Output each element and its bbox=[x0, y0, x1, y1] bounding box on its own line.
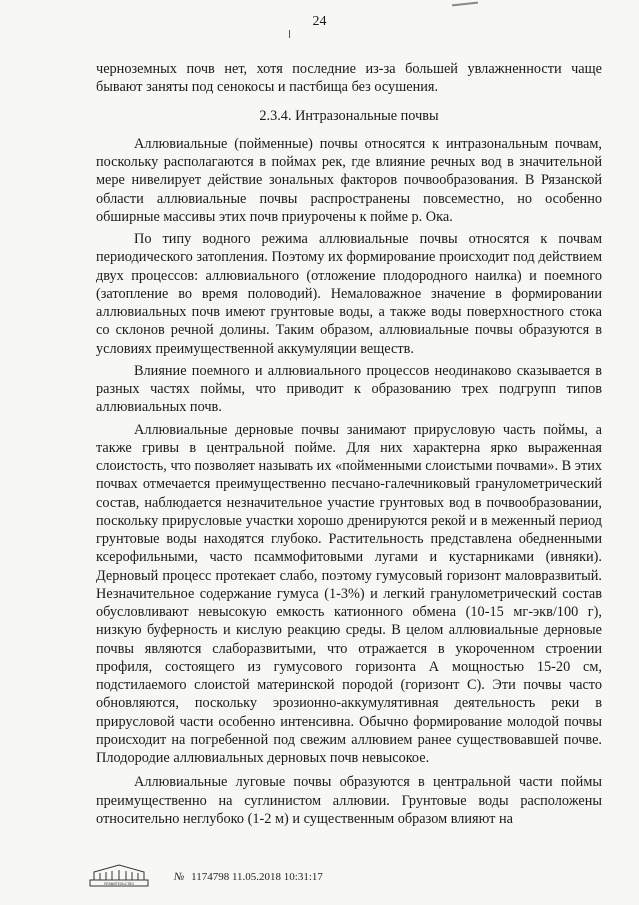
body-paragraph: Аллювиальные луговые почвы образуются в центральной части поймы преимущественно на суглинистом аллювии. Грунтовые воды расположены относительно неглубоко (1-2 м) и существенным образом влияют на bbox=[96, 774, 602, 827]
document-footer bbox=[88, 862, 388, 890]
body-paragraph: Аллювиальные (пойменные) почвы относятся к интразональным почвам, поскольку располагаются в поймах рек, где влияние речных вод в значительной мере нивелирует действие зональных факторов почвообразования. В Рязанской области аллювиальные почвы распространены повсеместно, но особенно обширные массивы этих почв приурочены к пойме р. Ока. bbox=[96, 135, 602, 225]
building-seal-icon bbox=[88, 862, 150, 888]
scan-artifact bbox=[289, 30, 290, 38]
svg-text:ПРАВИТЕЛЬСТВО: ПРАВИТЕЛЬСТВО bbox=[103, 882, 135, 886]
section-title: 2.3.4. Интразональные почвы bbox=[259, 107, 439, 124]
body-paragraph: Влияние поемного и аллювиального процессов неодинаково сказывается в разных частях поймы, что приводит к образованию трех подгрупп типов аллювиальных почв. bbox=[96, 362, 602, 416]
number-mark: № bbox=[174, 871, 185, 883]
registration-number-date: 1174798 11.05.2018 10:31:17 bbox=[191, 871, 323, 883]
body-paragraph: Аллювиальные дерновые почвы занимают прирусловую часть поймы, а также гривы в центральной пойме. Для них характерна ярко выраженная слоистость, что позволяет называть их «пойменными слоистыми почвами». В этих почвах отмечается преимущественно песчано-галечниковый гранулометрический состав, наблюдается незначительное участие грунтовых вод в почвообразовании, поскольку прирусловые участки хорошо дренируются рекой и в меженный период грунтовые воды находятся глубоко. Растительность представлена обедненными ксерофильными, часто псаммофитовыми лугами и кустарниками (ивняки). Дерновый процесс протекает слабо, поэтому гумусовый горизонт маловразвитый. Незначительное содержание гумуса (1-3%) и легкий гранулометрический состав обусловливают невысокую емкость катионного обмена (10-15 мг-экв/100 г), низкую буферность и кислую реакцию среды. В целом аллювиальные дерновые почвы являются слаборазвитыми, что отражается в укороченном строении профиля, состоящего из гумусового горизонта А мощностью 15-20 см, подстилаемого слоистой материнской породой (горизонт С). Эти почвы часто обновляются, поскольку эрозионно-аккумулятивная деятельность реки в прирусловой части особенно интенсивна. Обычно формирование молодой почвы происходит на погребенной под свежим аллювием ранее существовавшей почве. Плодородие аллювиальных дерновых почв невысокое. bbox=[96, 421, 602, 766]
document-body bbox=[96, 60, 602, 828]
body-paragraph: По типу водного режима аллювиальные почвы относятся к почвам периодического затопления. Поэтому их формирование происходит под действием двух процессов: аллювиального (отложение плодородного наилка) и поемного (затопление во время половодий). Немаловажное значение в формировании аллювиальных почв имеют грунтовые воды, а также воды поверхностного стока со склонов речной долины. Таким образом, аллювиальные почвы образуются в условиях преимущественной аккумуляции веществ. bbox=[96, 231, 602, 357]
intro-paragraph: черноземных почв нет, хотя последние из-за большей увлажненности чаще бывают заняты под сенокосы и пастбища без осушения. bbox=[96, 61, 602, 96]
registration-stamp bbox=[174, 871, 323, 883]
page-number: 24 bbox=[312, 14, 327, 29]
scan-artifact bbox=[452, 2, 478, 7]
